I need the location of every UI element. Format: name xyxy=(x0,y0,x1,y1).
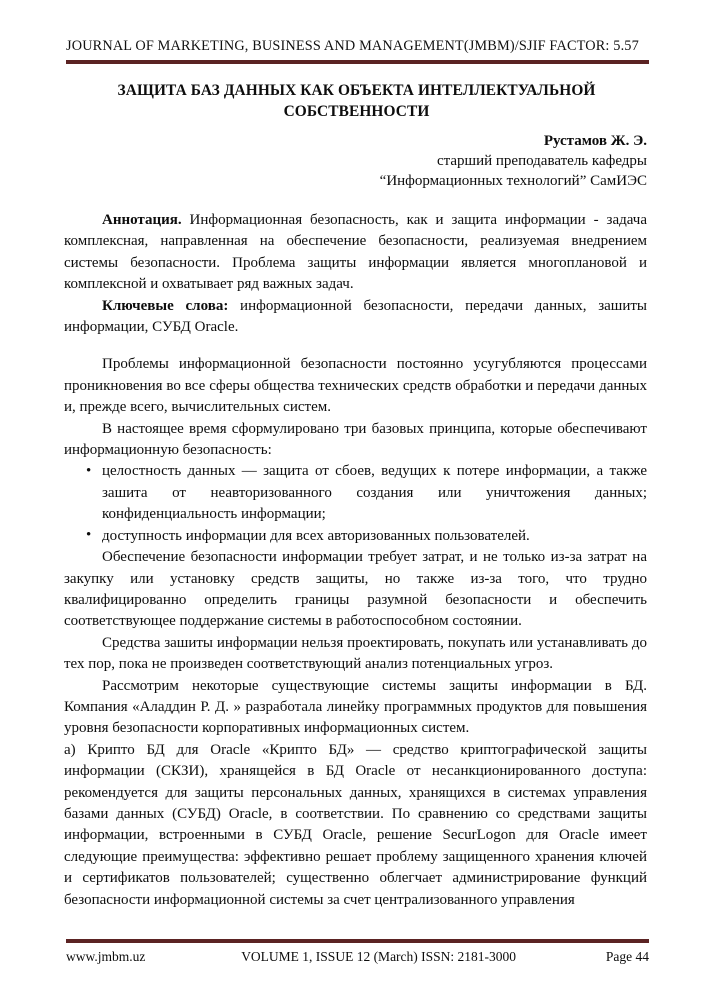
paragraph-6: а) Крипто БД для Oracle «Крипто БД» — средство криптографической защиты информации (СКЗИ), хранящейся в БД Oracle от несанкционированного доступа: рекомендуется для защиты персональных данных, хранящихся в системах управления базами данных (СУБД) Oracle, в соответствии. По сравнению со средствами защиты информации, встроенными в СУБД Oracle, решение SecurLogon для Oracle имеет следующие преимущества: эффективно решает проблему защищенного хранения ключей и сертификатов пользователей; существенно облегчает администрирование функций безопасности информационной системы за счет централизованного управления xyxy=(64,741,647,908)
footer-page-number: Page 44 xyxy=(605,949,649,964)
footer-website[interactable]: www.jmbm.uz xyxy=(66,949,146,964)
keywords-text: информационной безопасности, передачи данных, зашиты информации, СУБД Oracle. xyxy=(64,297,647,336)
abstract-label: Аннотация. xyxy=(102,212,182,228)
page-footer xyxy=(66,939,649,965)
abstract-text: Информационная безопасность, как и защита информации - задача комплексная, направленная на обеспечение безопасности, реализуемая внедрением системы безопасности. Проблема защиты информации является многоплановой и комплексной и охватывает ряд важных задач. xyxy=(64,212,647,293)
abstract-paragraph xyxy=(64,210,647,296)
author-name: Рустамов Ж. Э. xyxy=(543,133,647,149)
running-head: JOURNAL OF MARKETING, BUSINESS AND MANAGEMENT(JMBM)/SJIF FACTOR: 5.57 xyxy=(66,38,639,54)
footer-volume-info: VOLUME 1, ISSUE 12 (March) ISSN: 2181-3000 xyxy=(241,949,517,964)
title-line-2: СОБСТВЕННОСТИ xyxy=(283,103,430,120)
title-line-1: ЗАЩИТА БАЗ ДАННЫХ КАК ОБЪЕКТА ИНТЕЛЛЕКТУАЛЬНОЙ xyxy=(117,82,596,99)
paragraph-3: Обеспечение безопасности информации требует затрат, и не только из-за затрат на закупку или установку средств защиты, но также из-за того, что трудно квалифицированно определить границы разумной безопасности и обеспечить соответствующее поддержание системы в работоспособном состоянии. xyxy=(64,549,647,630)
bullet-dot-icon: • xyxy=(86,527,92,544)
section-gap xyxy=(64,338,647,354)
page-title xyxy=(66,80,647,122)
keywords-label: Ключевые слова: xyxy=(102,297,229,314)
bullet-dot-icon: • xyxy=(86,462,92,479)
document-body xyxy=(64,210,647,911)
author-role: старший преподаватель кафедры xyxy=(436,153,647,169)
keywords-paragraph xyxy=(64,296,647,339)
page-header xyxy=(66,38,649,64)
paragraph-1: Проблемы информационной безопасности постоянно усугубляются процессами проникновения во все сферы общества технических средств обработки и передачи данных и, прежде всего, вычислительных систем. xyxy=(64,356,647,416)
header-rule xyxy=(66,60,649,64)
bullet-item-1-text: целостность данных — защита от сбоев, ведущих к потере информации, а также зашита от неавторизованного создания или уничтожения данных; конфиденциальность информации; xyxy=(102,463,647,523)
author-department: “Информационных технологий” СамИЭС xyxy=(379,173,647,189)
footer-row xyxy=(66,949,649,965)
paragraph-4: Средства зашиты информации нельзя проектировать, покупать или устанавливать до тех пор, пока не произведен соответствующий анализ потенциальных угроз. xyxy=(64,634,647,673)
footer-rule xyxy=(66,939,649,943)
paragraph-2: В настоящее время сформулировано три базовых принципа, которые обеспечивают информационную безопасность: xyxy=(64,420,647,459)
paragraph-5: Рассмотрим некоторые существующие системы защиты информации в БД. Компания «Аладдин Р. Д. » разработала линейку программных продуктов для повышения уровня безопасности корпоративных информационных систем. xyxy=(64,677,647,737)
bullet-item-1 xyxy=(64,461,647,525)
bullet-item-2-text: доступность информации для всех авторизованных пользователей. xyxy=(102,527,530,544)
bullet-item-2 xyxy=(64,526,647,547)
author-block xyxy=(380,131,647,191)
